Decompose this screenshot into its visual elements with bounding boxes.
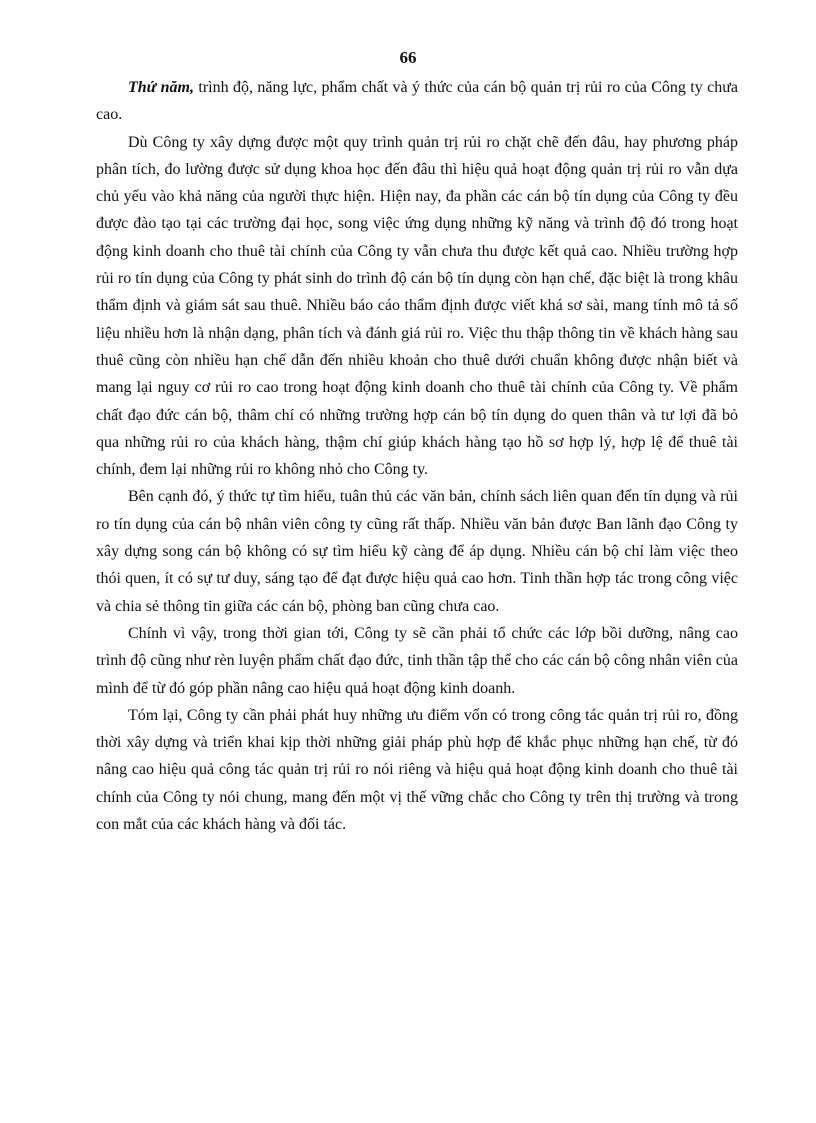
body-text: [96, 74, 738, 838]
page-number: 66: [399, 48, 417, 67]
paragraph-2: [96, 129, 738, 484]
paragraph-text: Tóm lại, Công ty cần phải phát huy những ưu điểm vốn có trong công tác quản trị rủi ro, đồng thời xây dựng và triển khai kịp thời những giải pháp phù hợp để khắc phục những hạn chế, từ đó nâng cao hiệu quả công tác quản trị rủi ro nói riêng và hiệu quả hoạt động kinh doanh cho thuê tài chính của Công ty nói chung, mang đến một vị thế vững chắc cho Công ty trên thị trường và trong con mắt của các khách hàng và đối tác.: [96, 706, 738, 834]
paragraph-text: Chính vì vậy, trong thời gian tới, Công ty sẽ cần phải tổ chức các lớp bồi dưỡng, nâng cao trình độ cũng như rèn luyện phẩm chất đạo đức, tinh thần tập thể cho các cán bộ công nhân viên của mình để từ đó góp phần nâng cao hiệu quả hoạt động kinh doanh.: [96, 624, 738, 697]
paragraph-text: Bên cạnh đó, ý thức tự tìm hiểu, tuân thủ các văn bản, chính sách liên quan đến tín dụng và rủi ro tín dụng của cán bộ nhân viên công ty cũng rất thấp. Nhiều văn bản được Ban lãnh đạo Công ty xây dựng song cán bộ không có sự tìm hiểu kỹ càng để áp dụng. Nhiều cán bộ chỉ làm việc theo thói quen, ít có sự tư duy, sáng tạo để đạt được hiệu quả cao hơn. Tinh thần hợp tác trong công việc và chia sẻ thông tin giữa các cán bộ, phòng ban cũng chưa cao.: [96, 488, 738, 615]
paragraph-text: Dù Công ty xây dựng được một quy trình quản trị rủi ro chặt chẽ đến đâu, hay phương pháp phân tích, đo lường được sử dụng khoa học đến đâu thì hiệu quả hoạt động quản trị rủi ro vẫn dựa chủ yếu vào khả năng của người thực hiện. Hiện nay, đa phần các cán bộ tín dụng của Công ty đều được đào tạo tại các trường đại học, song việc ứng dụng những kỹ năng và trình độ đó trong hoạt động kinh doanh cho thuê tài chính của Công ty vẫn chưa thu được kết quả cao. Nhiều trường hợp rủi ro tín dụng của Công ty phát sinh do trình độ cán bộ tín dụng còn hạn chế, đặc biệt là trong khâu thẩm định và giám sát sau thuê. Nhiều báo cáo thẩm định được viết khá sơ sài, mang tính mô tả số liệu nhiều hơn là nhận dạng, phân tích và đánh giá rủi ro. Việc thu thập thông tin về khách hàng sau thuê cũng còn nhiều hạn chế dẫn đến nhiều khoản cho thuê dưới chuẩn không được nhận biết và mang lại nguy cơ rủi ro cao trong hoạt động kinh doanh cho thuê tài chính của Công ty. Về phẩm chất đạo đức cán bộ, thâm chí có những trường hợp cán bộ tín dụng do quen thân và tư lợi đã bỏ qua những rủi ro của khách hàng, thậm chí giúp khách hàng tạo hồ sơ hợp lý, hợp lệ để thuê tài chính, đem lại những rủi ro không nhỏ cho Công ty.: [96, 133, 738, 479]
paragraph-1: [96, 74, 738, 129]
paragraph-5: [96, 702, 738, 838]
paragraph-text: trình độ, năng lực, phẩm chất và ý thức của cán bộ quản trị rủi ro của Công ty chưa cao.: [96, 79, 738, 124]
paragraph-3: [96, 483, 738, 619]
paragraph-lead: Thứ năm,: [128, 79, 194, 96]
paragraph-4: [96, 620, 738, 702]
